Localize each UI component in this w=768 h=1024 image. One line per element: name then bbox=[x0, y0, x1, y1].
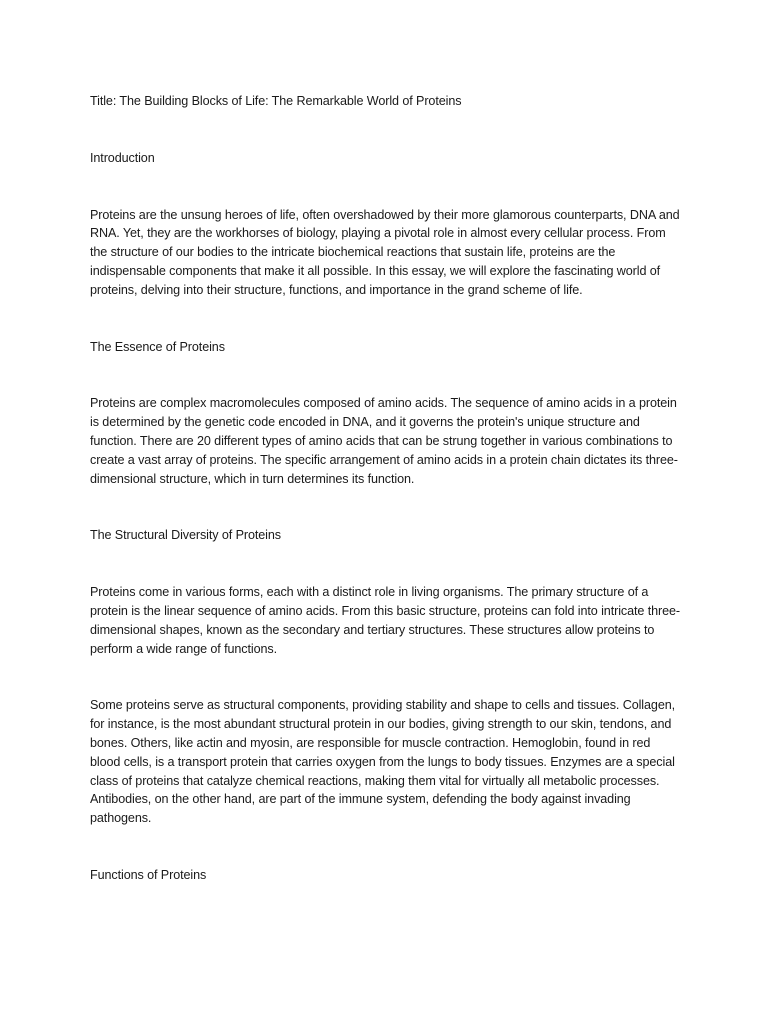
paragraph-introduction: Proteins are the unsung heroes of life, often overshadowed by their more glamorous counterparts, DNA and RNA. Yet, they are the workhorses of biology, playing a pivotal role in almost every cellular process. From the structure of our bodies to the intricate biochemical reactions that sustain life, proteins are the indispensable components that make it all possible. In this essay, we will explore the fascinating world of proteins, delving into their structure, functions, and importance in the grand scheme of life. bbox=[90, 207, 680, 297]
paragraph-structural-diversity-2: Some proteins serve as structural components, providing stability and shape to cells and tissues. Collagen, for instance, is the most abundant structural protein in our bodies, giving strength to our skin, tendons, and bones. Others, like actin and myosin, are responsible for muscle contraction. Hemoglobin, found in red blood cells, is a transport protein that carries oxygen from the lungs to body tissues. Enzymes are a special class of proteins that catalyze chemical reactions, making them vital for virtually all metabolic processes. Antibodies, on the other hand, are part of the immune system, defending the body against invading pathogens. bbox=[90, 698, 676, 826]
document-body bbox=[90, 92, 680, 885]
section-heading-functions: Functions of Proteins bbox=[90, 867, 207, 882]
section-heading-essence: The Essence of Proteins bbox=[90, 339, 225, 354]
document-title: Title: The Building Blocks of Life: The Remarkable World of Proteins bbox=[90, 94, 462, 108]
section-heading-introduction: Introduction bbox=[90, 150, 155, 165]
paragraph-structural-diversity-1: Proteins come in various forms, each with a distinct role in living organisms. The primary structure of a protein is the linear sequence of amino acids. From this basic structure, proteins can fold into intricate three-dimensional shapes, known as the secondary and tertiary structures. These structures allow proteins to perform a wide range of functions. bbox=[90, 585, 680, 656]
section-heading-structural-diversity: The Structural Diversity of Proteins bbox=[90, 528, 281, 543]
paragraph-essence: Proteins are complex macromolecules composed of amino acids. The sequence of amino acids in a protein is determined by the genetic code encoded in DNA, and it governs the protein's unique structure and function. There are 20 different types of amino acids that can be strung together in various combinations to create a vast array of proteins. The specific arrangement of amino acids in a protein chain dictates its three-dimensional structure, which in turn determines its function. bbox=[90, 396, 678, 486]
